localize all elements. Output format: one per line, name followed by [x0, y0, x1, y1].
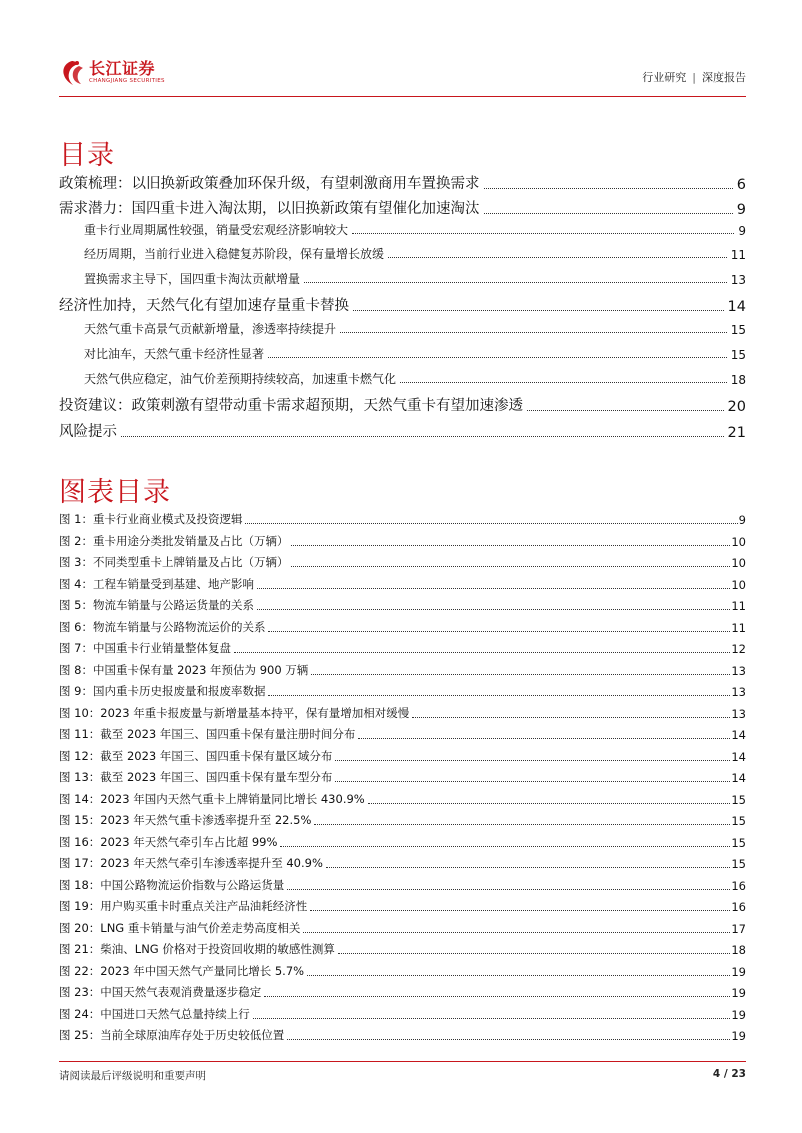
report-category: [642, 69, 746, 85]
toc-entry-text: 政策梳理：以旧换新政策叠加环保升级，有望刺激商用车置换需求: [59, 172, 482, 193]
figure-list-item[interactable]: [59, 597, 746, 613]
figure-list-item[interactable]: [59, 1006, 746, 1022]
dot-leader: [264, 996, 730, 997]
page-number: 4 / 23: [712, 1068, 746, 1080]
figure-caption: 图 16：2023 年天然气牵引车占比超 99%: [59, 835, 278, 849]
figure-page: 13: [731, 707, 746, 721]
figure-caption: 图 21：柴油、LNG 价格对于投资回收期的敏感性测算: [59, 942, 335, 956]
figure-caption: 图 19：用户购买重卡时重点关注产品油耗经济性: [59, 899, 308, 913]
toc-entry-page: 11: [730, 248, 746, 262]
dot-leader: [287, 889, 730, 890]
toc-entry-page: 18: [730, 373, 746, 387]
figure-list-item[interactable]: [59, 511, 746, 527]
figure-page: 12: [731, 642, 746, 656]
figure-page: 10: [731, 556, 746, 570]
dot-leader: [280, 846, 730, 847]
figure-page: 19: [731, 1008, 746, 1022]
toc-entry-page: 6: [736, 177, 746, 193]
figure-list-item[interactable]: [59, 554, 746, 570]
toc-subentry[interactable]: [59, 320, 746, 337]
figure-caption: 图 14：2023 年国内天然气重卡上牌销量同比增长 430.9%: [59, 792, 365, 806]
figure-list-item[interactable]: [59, 920, 746, 936]
dot-leader: [291, 545, 730, 546]
figure-page: 17: [731, 922, 746, 936]
figure-page: 13: [731, 664, 746, 678]
figure-list-item[interactable]: [59, 662, 746, 678]
figure-page: 19: [731, 1029, 746, 1043]
dot-leader: [484, 188, 733, 189]
logo-english-name: CHANGJIANG SECURITIES: [89, 78, 165, 85]
footer-divider: [59, 1061, 746, 1062]
toc-entry[interactable]: [59, 173, 746, 193]
dot-leader: [340, 332, 727, 333]
figure-list-item[interactable]: [59, 984, 746, 1000]
figure-caption: 图 22：2023 年中国天然气产量同比增长 5.7%: [59, 964, 305, 978]
toc-entry-text: 经济性加持，天然气化有望加速存量重卡替换: [59, 294, 351, 315]
dot-leader: [412, 717, 730, 718]
toc-entry[interactable]: [59, 421, 746, 441]
figure-list-item[interactable]: [59, 877, 746, 893]
figure-list-item[interactable]: [59, 533, 746, 549]
figure-page: 11: [731, 599, 746, 613]
category-label: 行业研究: [642, 71, 687, 84]
toc-entry-page: 21: [727, 425, 746, 441]
toc-entry-text: 经历周期，当前行业进入稳健复苏阶段，保有量增长放缓: [84, 247, 385, 261]
dot-leader: [253, 1018, 731, 1019]
dot-leader: [310, 910, 730, 911]
toc-entry-text: 置换需求主导下，国四重卡淘汰贡献增量: [84, 272, 301, 286]
figure-list-item[interactable]: [59, 791, 746, 807]
toc-entry-page: 15: [730, 323, 746, 337]
figure-caption: 图 8：中国重卡保有量 2023 年预估为 900 万辆: [59, 663, 309, 677]
toc-entry-page: 9: [736, 202, 746, 218]
dot-leader: [268, 357, 727, 358]
figure-list-item[interactable]: [59, 769, 746, 785]
toc-entry-text: 天然气供应稳定，油气价差预期持续较高，加速重卡燃气化: [84, 372, 397, 386]
figure-page: 10: [731, 578, 746, 592]
figure-page: 16: [731, 879, 746, 893]
toc-entry-page: 9: [738, 224, 746, 238]
toc-entry-page: 13: [730, 273, 746, 287]
figure-caption: 图 4：工程车销量受到基建、地产影响: [59, 577, 254, 591]
figure-caption: 图 12：截至 2023 年国三、国四重卡保有量区域分布: [59, 749, 333, 763]
page-header: [59, 55, 746, 97]
dot-leader: [338, 953, 730, 954]
dot-leader: [358, 738, 730, 739]
toc-subentry[interactable]: [59, 270, 746, 287]
toc-entry[interactable]: [59, 295, 746, 315]
toc-title: 目录: [59, 140, 115, 171]
figure-caption: 图 18：中国公路物流运价指数与公路运货量: [59, 878, 285, 892]
figure-list-item[interactable]: [59, 683, 746, 699]
toc-entry-text: 重卡行业周期属性较强，销量受宏观经济影响较大: [84, 223, 349, 237]
toc-entry-text: 风险提示: [59, 420, 119, 441]
figure-list-item[interactable]: [59, 1027, 746, 1043]
figure-page: 15: [731, 793, 746, 807]
figure-list-item[interactable]: [59, 834, 746, 850]
report-type-label: 深度报告: [702, 71, 746, 84]
figure-page: 19: [731, 965, 746, 979]
figure-page: 11: [731, 621, 746, 635]
figure-page: 14: [731, 771, 746, 785]
dot-leader: [326, 867, 730, 868]
dot-leader: [291, 566, 730, 567]
dot-leader: [304, 282, 727, 283]
figure-caption: 图 5：物流车销量与公路运货量的关系: [59, 598, 254, 612]
toc-entry-page: 15: [730, 348, 746, 362]
figure-list-item[interactable]: [59, 941, 746, 957]
logo-chinese-name: 长江证券: [89, 59, 156, 79]
toc-subentry[interactable]: [59, 245, 746, 262]
figure-caption: 图 2：重卡用途分类批发销量及占比（万辆）: [59, 534, 289, 548]
figure-page: 19: [731, 986, 746, 1000]
toc-entry-page: 14: [727, 299, 746, 315]
header-divider: [59, 96, 746, 97]
figure-caption: 图 23：中国天然气表观消费量逐步稳定: [59, 985, 262, 999]
toc-subentry[interactable]: [59, 345, 746, 362]
figure-page: 14: [731, 728, 746, 742]
figure-list-item[interactable]: [59, 812, 746, 828]
figure-caption: 图 25：当前全球原油库存处于历史较低位置: [59, 1028, 285, 1042]
company-logo: [59, 55, 165, 91]
dot-leader: [268, 631, 730, 632]
figure-caption: 图 11：截至 2023 年国三、国四重卡保有量注册时间分布: [59, 727, 356, 741]
figure-page: 13: [731, 685, 746, 699]
dot-leader: [352, 233, 734, 234]
figure-caption: 图 15：2023 年天然气重卡渗透率提升至 22.5%: [59, 813, 312, 827]
dot-leader: [268, 695, 730, 696]
figure-caption: 图 20：LNG 重卡销量与油气价差走势高度相关: [59, 921, 301, 935]
dot-leader: [388, 257, 727, 258]
figure-list-item[interactable]: [59, 726, 746, 742]
header-separator: |: [692, 71, 696, 84]
figure-list-item[interactable]: [59, 963, 746, 979]
figure-caption: 图 24：中国进口天然气总量持续上行: [59, 1007, 250, 1021]
toc-entry-text: 天然气重卡高景气贡献新增量，渗透率持续提升: [84, 322, 337, 336]
toc-subentry[interactable]: [59, 370, 746, 387]
figure-list-item[interactable]: [59, 855, 746, 871]
dot-leader: [245, 523, 737, 524]
dot-leader: [335, 781, 730, 782]
figure-list-item[interactable]: [59, 576, 746, 592]
figure-caption: 图 6：物流车销量与公路物流运价的关系: [59, 620, 266, 634]
figure-caption: 图 13：截至 2023 年国三、国四重卡保有量车型分布: [59, 770, 333, 784]
dot-leader: [121, 436, 724, 437]
dot-leader: [353, 310, 724, 311]
toc-subentry[interactable]: [59, 221, 746, 238]
toc-entry-page: 20: [727, 399, 746, 415]
figure-caption: 图 17：2023 年天然气牵引车渗透率提升至 40.9%: [59, 856, 323, 870]
dot-leader: [234, 652, 730, 653]
figure-list-title: 图表目录: [59, 477, 171, 508]
figure-caption: 图 10：2023 年重卡报废量与新增量基本持平，保有量增加相对缓慢: [59, 706, 410, 720]
figure-page: 14: [731, 750, 746, 764]
figure-caption: 图 3：不同类型重卡上牌销量及占比（万辆）: [59, 555, 289, 569]
figure-list-item[interactable]: [59, 619, 746, 635]
figure-page: 10: [731, 535, 746, 549]
dot-leader: [527, 410, 724, 411]
dot-leader: [311, 674, 730, 675]
dot-leader: [400, 382, 727, 383]
dot-leader: [287, 1039, 730, 1040]
toc-entry-text: 对比油车，天然气重卡经济性显著: [84, 347, 265, 361]
dot-leader: [257, 609, 730, 610]
toc-entry[interactable]: [59, 395, 746, 415]
figure-page: 16: [731, 900, 746, 914]
figure-caption: 图 7：中国重卡行业销量整体复盘: [59, 641, 231, 655]
figure-caption: 图 1：重卡行业商业模式及投资逻辑: [59, 512, 243, 526]
toc-entry-text: 投资建议：政策刺激有望带动重卡需求超预期，天然气重卡有望加速渗透: [59, 394, 525, 415]
figure-page: 15: [731, 814, 746, 828]
dot-leader: [307, 975, 730, 976]
figure-page: 15: [731, 836, 746, 850]
figure-caption: 图 9：国内重卡历史报废量和报废率数据: [59, 684, 266, 698]
figure-page: 15: [731, 857, 746, 871]
toc-entry-text: 需求潜力：国四重卡进入淘汰期，以旧换新政策有望催化加速淘汰: [59, 197, 482, 218]
figure-list-item[interactable]: [59, 748, 746, 764]
figure-page: 9: [738, 513, 746, 527]
dot-leader: [368, 803, 731, 804]
figure-list-item[interactable]: [59, 898, 746, 914]
toc-entry[interactable]: [59, 198, 746, 218]
dot-leader: [303, 932, 730, 933]
footer-disclaimer: 请阅读最后评级说明和重要声明: [59, 1070, 206, 1082]
logo-icon: [59, 59, 85, 87]
figure-page: 18: [731, 943, 746, 957]
figure-list-item[interactable]: [59, 705, 746, 721]
dot-leader: [335, 760, 730, 761]
dot-leader: [257, 588, 730, 589]
dot-leader: [314, 824, 730, 825]
figure-list-item[interactable]: [59, 640, 746, 656]
dot-leader: [484, 213, 733, 214]
